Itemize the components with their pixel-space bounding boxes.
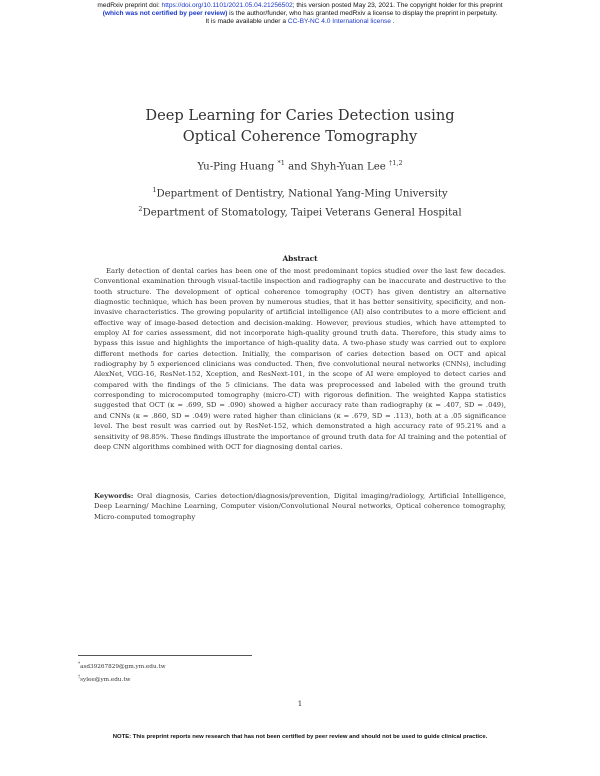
- title-line-2: Optical Coherence Tomography: [182, 128, 418, 145]
- banner-line-3: [0, 18, 600, 26]
- page-number: 1: [297, 699, 303, 708]
- banner-version-text: ; this version posted May 23, 2021. The copyright holder for this preprint: [292, 2, 503, 9]
- footnotes: [78, 659, 166, 685]
- author-list: [0, 159, 600, 172]
- affiliation-2-text: Department of Stomatology, Taipei Veterans General Hospital: [142, 207, 462, 219]
- keywords-label: Keywords:: [94, 492, 134, 500]
- keywords: [94, 491, 506, 522]
- affiliation-2: [0, 202, 600, 221]
- author-conjunction: and: [284, 161, 311, 173]
- author-huang-mark: *1: [277, 159, 285, 167]
- banner-line-1: [0, 2, 600, 10]
- footnote-2: [78, 672, 166, 685]
- author-lee-mark: †1,2: [389, 159, 403, 167]
- affiliation-2-mark: 2: [138, 204, 143, 213]
- clinical-practice-note: NOTE: This preprint reports new research that has not been certified by peer review and should not be used to guide clinical practice.: [112, 734, 488, 740]
- affiliation-1-mark: 1: [152, 186, 157, 194]
- author-lee: Shyh-Yuan Lee: [310, 161, 386, 173]
- affiliations: [0, 183, 600, 221]
- abstract-body: Early detection of dental caries has been one of the most predominant topics studied over the last few decades. Conventional examination through visual-tactile inspection and radiography can be inaccurate and destructive to the tooth structure. The development of optical coherence tomography (OCT) has given dentistry an alternative diagnostic technique, which has been proven by numerous studies, that it has better sensitivity, specificity, and non-invasive characteristics. The growing popularity of artificial intelligence (AI) also contributes to a more efficient and effective way of image-based detection and decision-making. However, previous studies, which have attempted to employ AI for caries assessment, did not incorporate high-quality ground truth data. Therefore, this study aims to bypass this issue and highlights the importance of high-quality data. A two-phase study was carried out to explore different methods for caries detection. Initially, the comparison of caries detection based on OCT and apical radiography by 5 experienced clinicians was conducted. Then, five convolutional neural networks (CNNs), including AlexNet, VGG-16, ResNet-152, Xception, and ResNext-101, in the scope of AI were employed to detect caries and compared with the findings of the 5 clinicians. The data was preprocessed and labeled with the ground truth corresponding to microcomputed tomography (micro-CT) with rigorous definition. The weighted Kappa statistics suggested that OCT (κ = .699, SD = .090) showed a higher accuracy rate than radiography (κ = .407, SD = .049), and CNNs (κ = .860, SD = .049) were rated higher than clinicians (κ = .679, SD = .113), both at a .05 significance level. The best result was carried out by ResNet-152, which demonstrated a high accuracy rate of 95.21% and a sensitivity of 98.85%. These findings illustrate the importance of ground truth data for AI training and the potential of deep CNN algorithms combined with OCT for diagnosing dental caries.: [94, 267, 506, 451]
- affiliation-1: [0, 183, 600, 202]
- title-line-1: Deep Learning for Caries Detection using: [145, 107, 455, 124]
- affiliation-1-text: Department of Dentistry, National Yang-Ming University: [156, 188, 448, 200]
- footnote-email-huang[interactable]: asd39267829@gm.ym.edu.tw: [80, 663, 166, 670]
- footnote-divider: [78, 655, 252, 656]
- banner-doi-label: medRxiv preprint doi:: [97, 2, 162, 9]
- peer-review-notice: (which was not certified by peer review): [102, 10, 228, 18]
- banner-license-text: is the author/funder, who has granted medRxiv a license to display the preprint in perpetuity.: [227, 10, 498, 18]
- keywords-text: Oral diagnosis, Caries detection/diagnosis/prevention, Digital imaging/radiology, Artificial Intelligence, Deep Learning/ Machine Learning, Computer vision/Convolutional Neural networks, Optical coherence tomography, Micro-computed tomography: [94, 492, 506, 521]
- abstract-heading: Abstract: [282, 254, 318, 263]
- banner-period: .: [390, 18, 395, 26]
- banner-available-text: It is made available under a: [205, 18, 288, 26]
- footnote-email-lee[interactable]: sylee@ym.edu.tw: [80, 676, 131, 683]
- license-link[interactable]: CC-BY-NC 4.0 International license: [287, 18, 391, 26]
- doi-link[interactable]: https://doi.org/10.1101/2021.05.04.21256502: [161, 2, 293, 9]
- preprint-banner: [0, 2, 600, 27]
- footnote-2-mark: †: [78, 673, 81, 679]
- author-huang: Yu-Ping Huang: [197, 161, 275, 173]
- footnote-1-mark: *: [78, 661, 81, 666]
- banner-line-2: [0, 10, 600, 18]
- paper-title: [0, 105, 600, 147]
- footnote-1: [78, 659, 166, 672]
